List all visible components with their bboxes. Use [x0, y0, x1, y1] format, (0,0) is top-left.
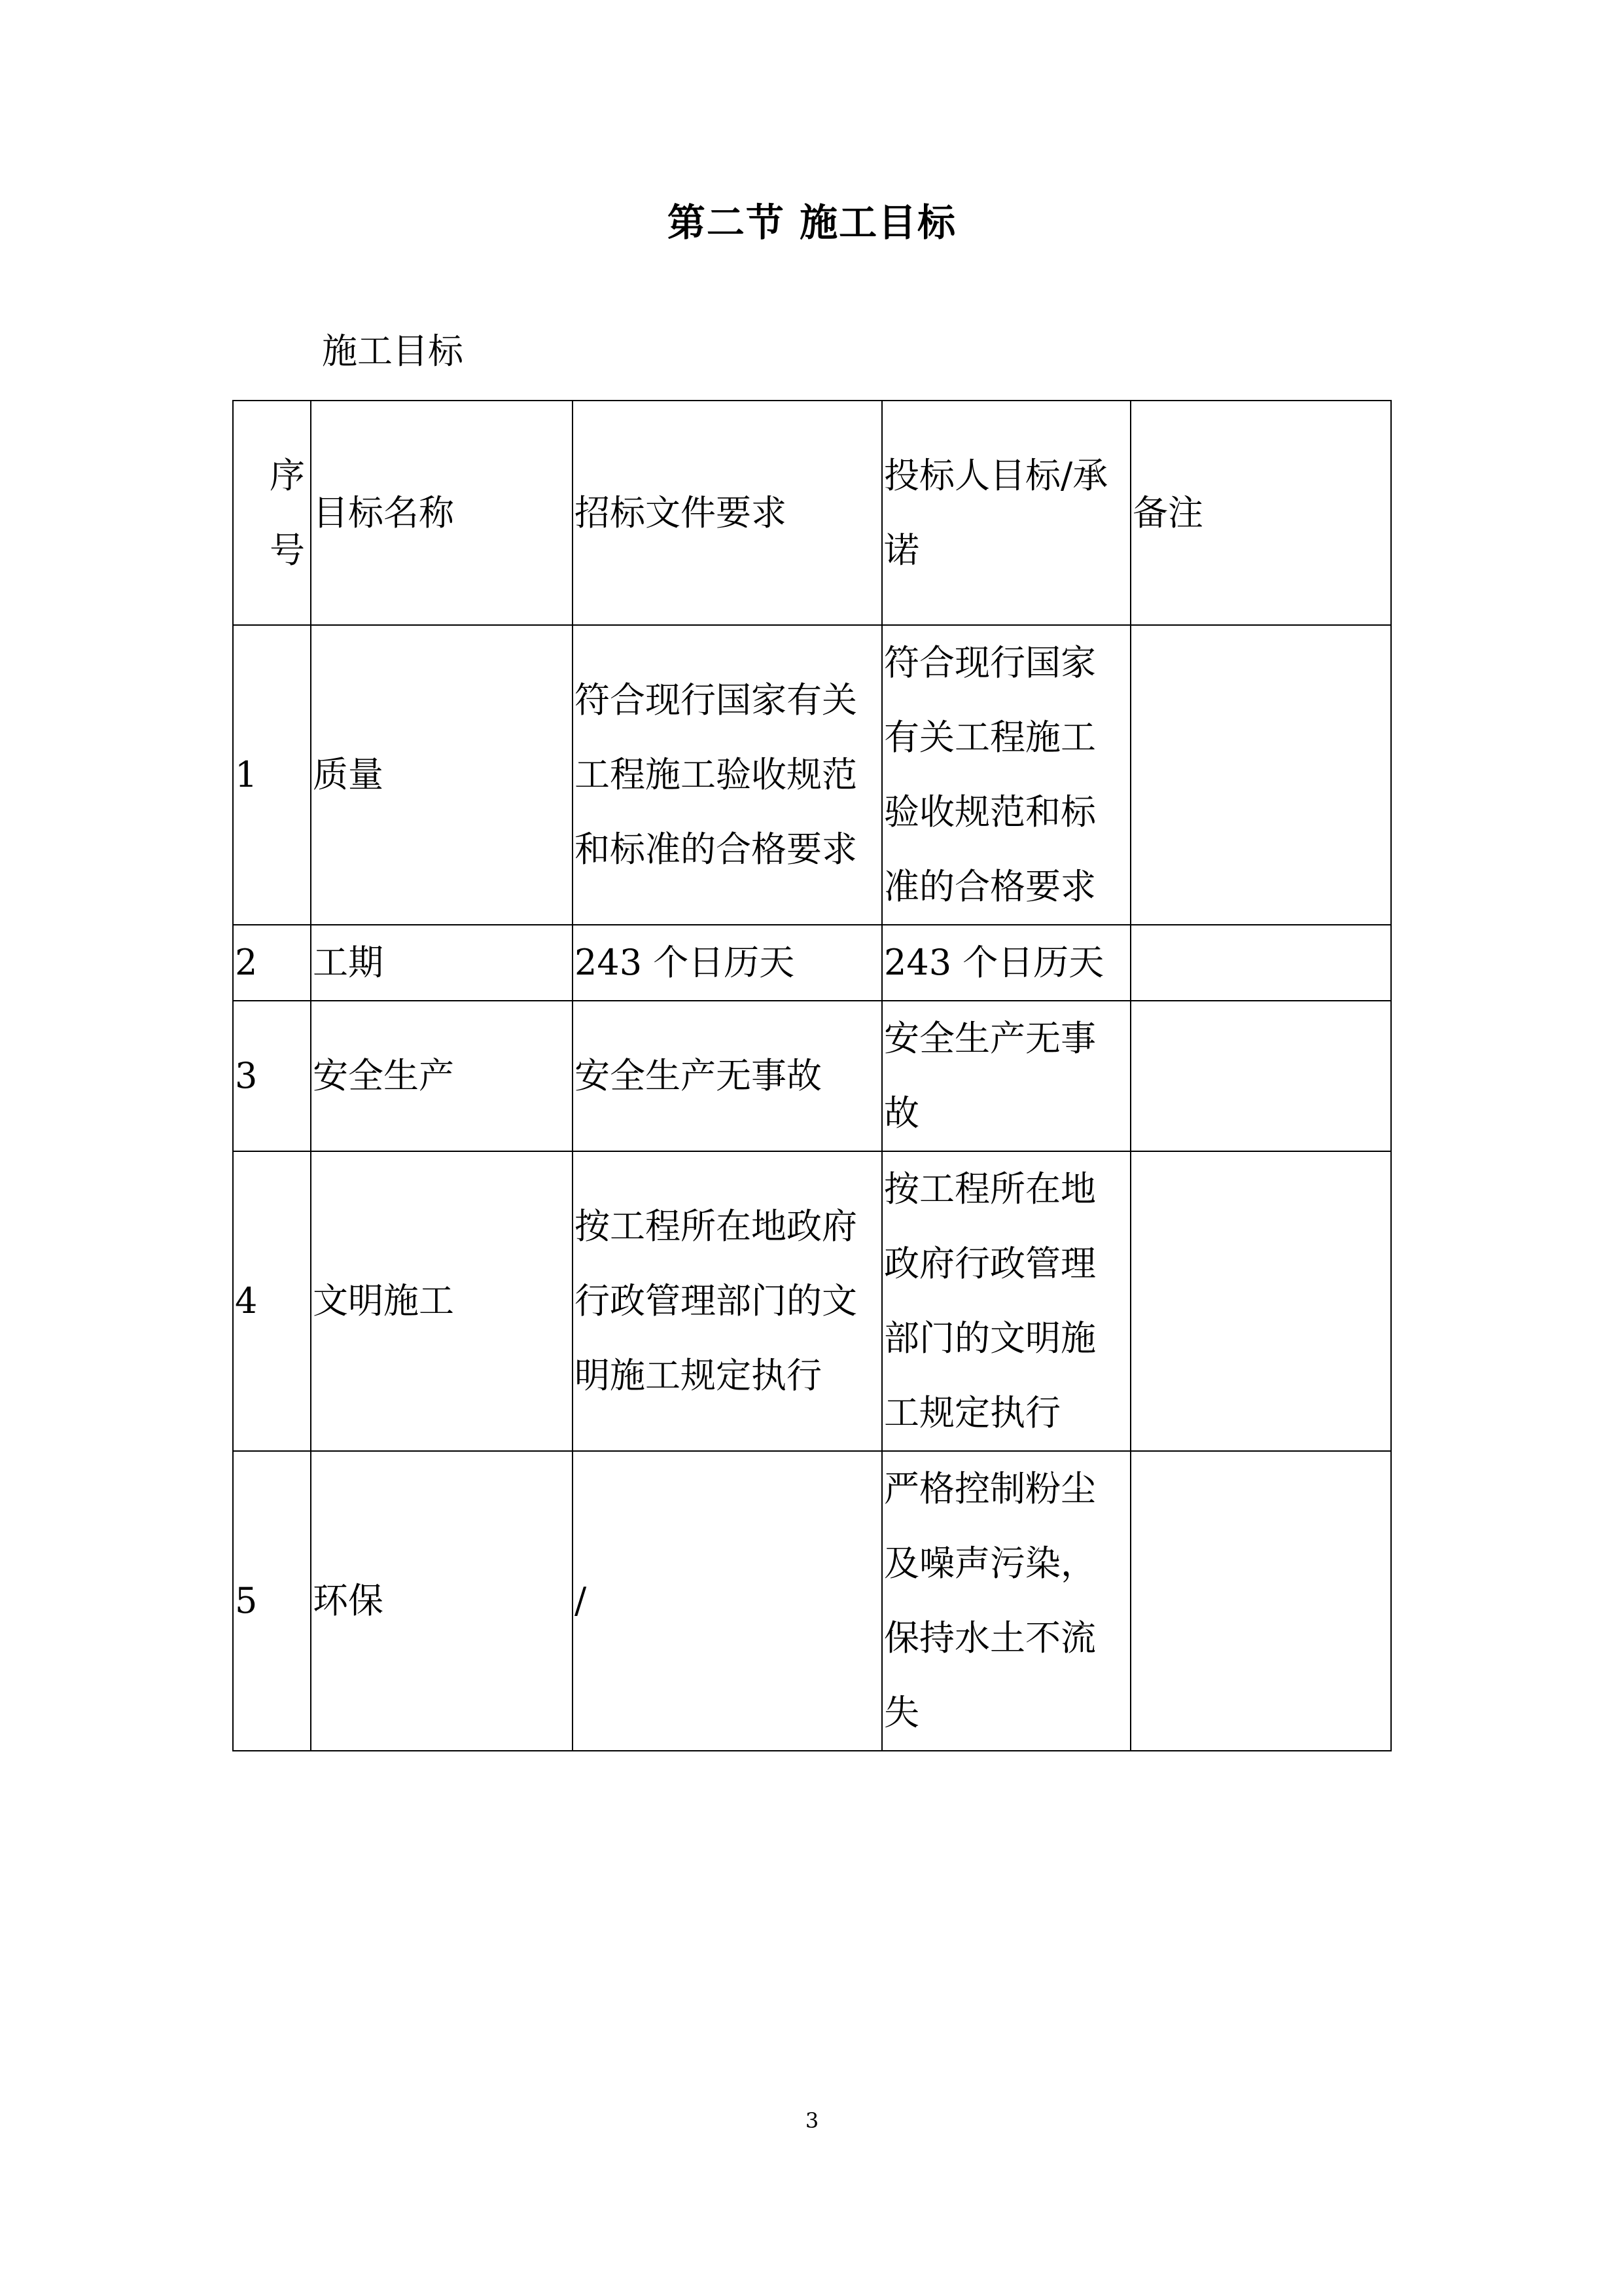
header-remark: 备注	[1131, 401, 1391, 625]
bidder-commitment: 安全生产无事故	[882, 1001, 1131, 1151]
bidder-commitment: 严格控制粉尘及噪声污染，保持水土不流失	[882, 1451, 1131, 1751]
bidder-commitment: 按工程所在地政府行政管理部门的文明施工规定执行	[882, 1151, 1131, 1451]
bidder-commitment: 符合现行国家有关工程施工验收规范和标准的合格要求	[882, 625, 1131, 925]
goal-name: 文明施工	[311, 1151, 573, 1451]
tender-requirement: 按工程所在地政府行政管理部门的文明施工规定执行	[573, 1151, 882, 1451]
table-row	[233, 1151, 1391, 1451]
row-number: 4	[233, 1151, 311, 1451]
header-bidder-commitment: 投标人目标/承诺	[882, 401, 1131, 625]
construction-goals-table	[232, 400, 1392, 1751]
goal-name: 工期	[311, 925, 573, 1001]
bidder-commitment: 243 个日历天	[882, 925, 1131, 1001]
row-number: 5	[233, 1451, 311, 1751]
table-row	[233, 925, 1391, 1001]
table-row	[233, 625, 1391, 925]
tender-requirement: 符合现行国家有关工程施工验收规范和标准的合格要求	[573, 625, 882, 925]
table-row	[233, 1001, 1391, 1151]
row-number: 2	[233, 925, 311, 1001]
table-row	[233, 1451, 1391, 1751]
goal-name: 质量	[311, 625, 573, 925]
header-serial-number: 序号	[233, 401, 311, 625]
remark	[1131, 1151, 1391, 1451]
row-number: 1	[233, 625, 311, 925]
goal-name: 安全生产	[311, 1001, 573, 1151]
header-goal-name: 目标名称	[311, 401, 573, 625]
remark	[1131, 925, 1391, 1001]
tender-requirement: 安全生产无事故	[573, 1001, 882, 1151]
tender-requirement: /	[573, 1451, 882, 1751]
page-number: 3	[805, 2108, 819, 2133]
tender-requirement: 243 个日历天	[573, 925, 882, 1001]
table-caption: 施工目标	[322, 331, 463, 372]
remark	[1131, 1001, 1391, 1151]
section-title: 第二节 施工目标	[667, 200, 957, 245]
remark	[1131, 625, 1391, 925]
remark	[1131, 1451, 1391, 1751]
table-header-row	[233, 401, 1391, 625]
header-tender-requirement: 招标文件要求	[573, 401, 882, 625]
row-number: 3	[233, 1001, 311, 1151]
goal-name: 环保	[311, 1451, 573, 1751]
